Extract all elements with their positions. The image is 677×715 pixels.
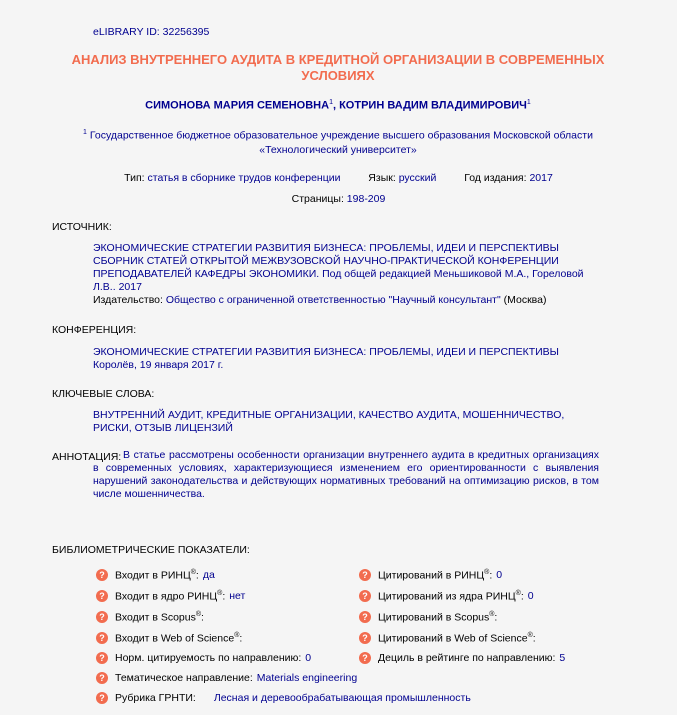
publisher-city: (Москва) [503,294,547,306]
biblio-left-value: да [202,569,215,582]
language-value: русский [398,172,437,184]
type-value: статья в сборнике трудов конференции [147,172,341,184]
conference-block [93,346,593,372]
biblio-left-label: Входит в ядро РИНЦ®: [115,590,226,603]
biblio-left-label: Входит в Web of Science®: [115,632,243,645]
biblio-left-row [96,590,245,603]
authors-line [60,99,616,112]
biblio-left-label: Входит в Scopus®: [115,611,204,624]
biblio-left-label: Тематическое направление: [115,672,253,684]
biblio-right-label: Цитирований в Web of Science®: [378,632,536,645]
author-link-1[interactable]: СИМОНОВА МАРИЯ СЕМЕНОВНА [145,99,330,112]
biblio-left-value: нет [229,590,246,603]
annotation-text: В статье рассмотрены особенности организации внутреннего аудита в кредитных организациях в современных условиях, характеризующиеся изменением его ориентированности с выявления нарушений законодательства и действующих нормативных требований на оптимизацию рисков, в том числе мошенничества. [93,449,599,500]
article-title: АНАЛИЗ ВНУТРЕННЕГО АУДИТА В КРЕДИТНОЙ ОРГАНИЗАЦИИ В СОВРЕМЕННЫХ УСЛОВИЯХ [71,52,605,83]
author-separator: , [332,99,340,112]
publisher-label: Издательство: [93,294,163,306]
biblio-right-label: Цитирований в Scopus®: [378,611,498,624]
author-aff-1: 1 [329,99,333,106]
help-icon[interactable]: ? [96,590,108,602]
help-icon[interactable]: ? [359,569,371,581]
registered-mark: ® [217,590,223,597]
help-icon[interactable]: ? [96,652,108,664]
help-icon[interactable]: ? [96,692,108,704]
biblio-right-value: 0 [496,569,503,582]
source-header: ИСТОЧНИК: [52,221,112,233]
pages-label: Страницы: [291,193,344,205]
help-icon[interactable]: ? [96,611,108,623]
biblio-left-value[interactable]: Materials engineering [256,672,358,684]
author-link-2[interactable]: КОТРИН ВАДИМ ВЛАДИМИРОВИЧ [339,99,527,112]
biblio-left-row [96,652,311,664]
help-icon[interactable]: ? [96,632,108,644]
biblio-left-label: Рубрика ГРНТИ: [115,692,196,704]
source-description: СБОРНИК СТАТЕЙ ОТКРЫТОЙ МЕЖВУЗОВСКОЙ НАУЧНО-ПРАКТИЧЕСКОЙ КОНФЕРЕНЦИИ ПРЕПОДАВАТЕЛЕЙ КАФЕДРЫ ЭКОНОМИКИ. Под общей редакцией Меньшиковой М.А., Гореловой Л.В.. 2017 [93,255,584,293]
biblio-right-row [359,611,497,624]
keywords-list[interactable]: ВНУТРЕННИЙ АУДИТ, КРЕДИТНЫЕ ОРГАНИЗАЦИИ, КАЧЕСТВО АУДИТА, МОШЕННИЧЕСТВО, РИСКИ, ОТЗЫВ ЛИЦЕНЗИЙ [93,409,565,434]
registered-mark: ® [195,611,202,618]
biblio-right-row [359,569,502,582]
conference-header: КОНФЕРЕНЦИЯ: [52,324,137,336]
registered-mark: ® [234,632,240,639]
year-label: Год издания: [464,172,527,184]
type-label: Тип: [124,172,145,184]
help-icon[interactable]: ? [96,672,108,684]
biblio-left-row [96,672,357,684]
help-icon[interactable]: ? [359,652,371,664]
biblio-right-row [359,652,565,664]
biblio-left-value: 0 [305,652,312,664]
biblio-right-label: Цитирований из ядра РИНЦ®: [378,590,524,603]
conference-place-date: Королёв, 19 января 2017 г. [93,359,224,371]
year-value: 2017 [529,172,553,184]
annotation-header: АННОТАЦИЯ: [52,451,122,463]
biblio-right-label: Цитирований в РИНЦ®: [378,569,493,582]
help-icon[interactable]: ? [359,590,371,602]
help-icon[interactable]: ? [359,632,371,644]
pages-value: 198-209 [346,193,386,205]
registered-mark: ® [527,632,533,639]
elibrary-id: eLIBRARY ID: 32256395 [93,26,210,38]
keywords-header: КЛЮЧЕВЫЕ СЛОВА: [52,388,155,400]
source-title-link[interactable]: ЭКОНОМИЧЕСКИЕ СТРАТЕГИИ РАЗВИТИЯ БИЗНЕСА: ПРОБЛЕМЫ, ИДЕИ И ПЕРСПЕКТИВЫ [93,242,559,254]
help-icon[interactable]: ? [359,611,371,623]
biblio-left-row [96,611,204,624]
biblio-right-label: Дециль в рейтинге по направлению: [378,652,556,664]
biblio-right-value: 0 [527,590,534,603]
author-aff-2: 1 [526,99,531,106]
biblio-right-row [359,590,534,603]
biblio-left-label: Норм. цитируемость по направлению: [115,652,302,664]
affiliation-link[interactable]: Государственное бюджетное образовательное учреждение высшего образования Московской области «Технологический университет» [89,129,593,156]
pages-line [0,193,677,205]
biblio-left-row [96,632,242,645]
source-block [93,242,593,307]
biblio-left-value[interactable]: Лесная и деревообрабатывающая промышленность [213,692,471,704]
registered-mark: ® [190,569,196,576]
help-icon[interactable]: ? [96,569,108,581]
biblio-left-label: Входит в РИНЦ®: [115,569,199,582]
registered-mark: ® [484,569,490,576]
language-label: Язык: [368,172,396,184]
biblio-right-row [359,632,536,645]
registered-mark: ® [489,611,495,618]
affiliation [60,126,616,157]
affiliation-number: 1 [83,129,87,136]
publication-meta [0,172,677,184]
biblio-right-value: 5 [559,652,566,664]
biblio-left-row [96,692,471,704]
conference-title-link[interactable]: ЭКОНОМИЧЕСКИЕ СТРАТЕГИИ РАЗВИТИЯ БИЗНЕСА: ПРОБЛЕМЫ, ИДЕИ И ПЕРСПЕКТИВЫ [93,346,559,358]
registered-mark: ® [515,590,521,597]
publisher-link[interactable]: Общество с ограниченной ответственностью "Научный консультант" [165,294,501,306]
biblio-header: БИБЛИОМЕТРИЧЕСКИЕ ПОКАЗАТЕЛИ: [52,544,250,556]
biblio-left-row [96,569,215,582]
